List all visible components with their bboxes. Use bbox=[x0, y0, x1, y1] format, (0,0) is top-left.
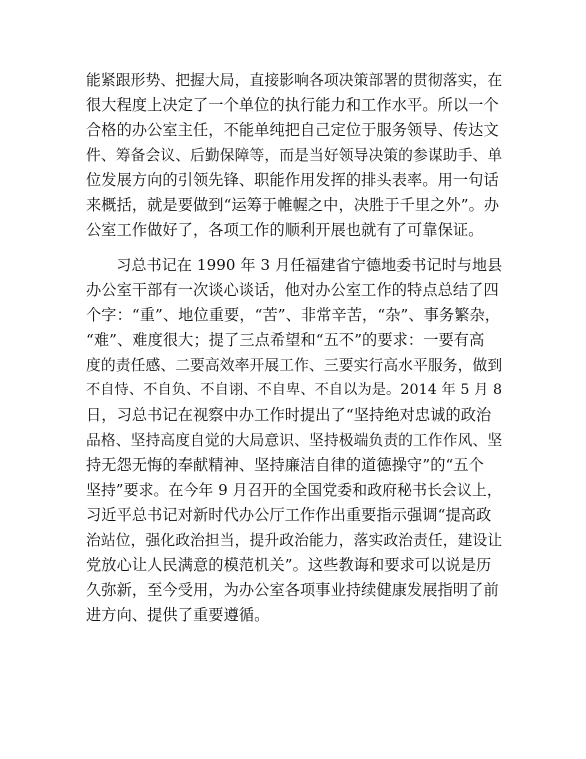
text-line: 合格的办公室主任，不能单纯把自己定位于服务领导、传达文 bbox=[86, 121, 499, 139]
paragraph-gap bbox=[86, 243, 504, 253]
text-line: 个字：“重”、地位重要，“苦”、非常辛苦，“杂”、事务繁杂， bbox=[86, 306, 501, 324]
text-line: 久弥新，至今受用，为办公室各项事业持续健康发展指明了前 bbox=[86, 581, 499, 599]
text-line: 习总书记在 1990 年 3 月任福建省宁德地委书记时与地县 bbox=[86, 256, 503, 274]
text-line: 坚持”要求。在今年 9 月召开的全国党委和政府秘书长会议上， bbox=[86, 481, 502, 499]
document-body bbox=[86, 68, 504, 628]
text-line: 不自恃、不自负、不自诩、不自卑、不自以为是。2014 年 5 月 8 bbox=[86, 382, 503, 398]
paragraph-1 bbox=[86, 68, 504, 243]
text-line: 习近平总书记对新时代办公厅工作作出重要指示强调“提高政 bbox=[86, 506, 492, 524]
text-line: 日，习总书记在视察中办工作时提出了“坚持绝对忠诚的政治 bbox=[86, 406, 492, 424]
text-line: “难”、难度很大；提了三点希望和“五不”的要求：一要有高 bbox=[86, 331, 485, 349]
text-line: 持无怨无悔的奉献精神、坚持廉洁自律的道德操守”的“五个 bbox=[86, 456, 484, 474]
text-line: 进方向、提供了重要遵循。 bbox=[86, 606, 270, 624]
text-line: 公室工作做好了，各项工作的顺利开展也就有了可靠保证。 bbox=[86, 221, 484, 239]
text-line: 党放心让人民满意的模范机关”。这些教诲和要求可以说是历 bbox=[86, 556, 492, 574]
text-line: 能紧跟形势、把握大局，直接影响各项决策部署的贯彻落实，在 bbox=[86, 72, 503, 89]
text-line: 件、筹备会议、后勤保障等，而是当好领导决策的参谋助手、单 bbox=[86, 147, 503, 164]
text-line: 位发展方向的引领先锋、职能作用发挥的排头表率。用一句话 bbox=[86, 171, 499, 189]
text-line: 度的责任感、二要高效率开展工作、三要实行高水平服务，做到 bbox=[86, 357, 503, 374]
text-line: 很大程度上决定了一个单位的执行能力和工作水平。所以一个 bbox=[86, 96, 499, 114]
text-line: 来概括，就是要做到“运筹于帷幄之中，决胜于千里之外”。办 bbox=[86, 196, 500, 214]
text-line: 品格、坚持高度自觉的大局意识、坚持极端负责的工作作风、坚 bbox=[86, 432, 503, 449]
text-line: 办公室干部有一次谈心谈话，他对办公室工作的特点总结了四 bbox=[86, 281, 499, 299]
paragraph-2 bbox=[86, 253, 504, 628]
text-line: 治站位，强化政治担当，提升政治能力，落实政治责任，建设让 bbox=[86, 532, 503, 549]
